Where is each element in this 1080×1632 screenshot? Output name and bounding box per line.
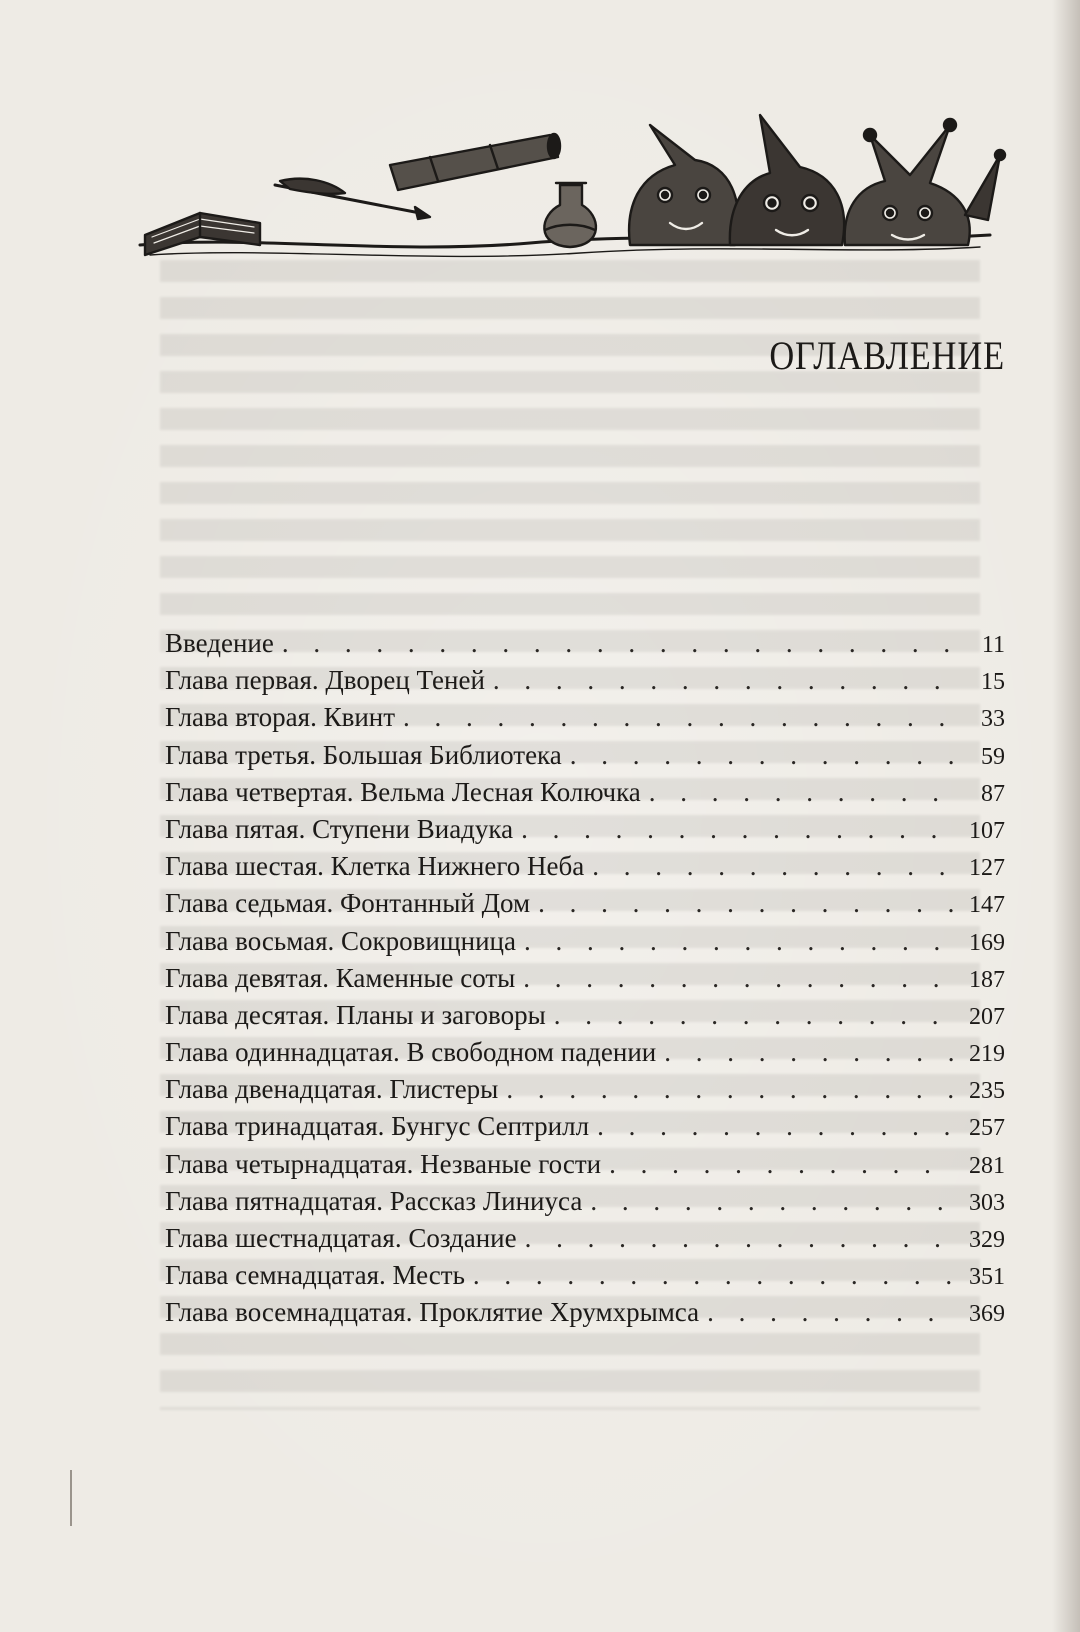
toc-page-number: 87 — [981, 780, 1005, 807]
toc-page-number: 219 — [969, 1041, 1005, 1068]
toc-page-number: 369 — [969, 1301, 1005, 1328]
dot-leader — [649, 777, 953, 808]
toc-entry-title: Глава пятнадцатая. Рассказ Линиуса — [165, 1185, 583, 1216]
dot-leader — [664, 1037, 953, 1068]
dot-leader — [403, 702, 953, 733]
toc-page-number: 11 — [981, 632, 1005, 658]
toc-entry-title: Глава тринадцатая. Бунгус Септрилл — [165, 1111, 590, 1142]
toc-entry-title: Глава восьмая. Сокровищница — [165, 925, 516, 956]
toc-page-number: 207 — [969, 1003, 1005, 1030]
dot-leader — [570, 740, 953, 771]
toc-entry-title: Глава шестнадцатая. Создание — [165, 1223, 517, 1253]
toc-entry-title: Глава четвертая. Вельма Лесная Колючка — [165, 776, 641, 807]
dot-leader — [506, 1074, 953, 1105]
toc-entry — [165, 1223, 1005, 1260]
toc-entry — [165, 665, 1005, 702]
dot-leader — [473, 1260, 953, 1291]
page-title: ОГЛАВЛЕНИЕ — [769, 333, 1005, 378]
toc-entry-title: Глава шестая. Клетка Нижнего Неба — [165, 851, 585, 882]
dot-leader — [523, 963, 953, 994]
toc-page-number: 33 — [981, 706, 1005, 733]
dot-leader — [538, 888, 953, 919]
dot-leader — [524, 926, 953, 957]
toc-entry — [165, 814, 1005, 851]
toc-entry-title: Глава восемнадцатая. Проклятие Хрумхрымса — [165, 1297, 700, 1328]
toc-page-number: 281 — [969, 1152, 1005, 1179]
toc-entry — [165, 1186, 1005, 1223]
table-of-contents — [165, 628, 1005, 1335]
page-edge-shadow — [1052, 0, 1080, 1632]
toc-page-number: 303 — [969, 1189, 1005, 1216]
toc-page-number: 147 — [969, 892, 1005, 919]
dot-leader — [493, 665, 953, 696]
dot-leader — [525, 1223, 953, 1254]
telescope-icon — [390, 134, 560, 190]
toc-page-number: 351 — [969, 1264, 1005, 1291]
dot-leader — [554, 1000, 953, 1031]
toc-entry — [165, 888, 1005, 925]
flask-icon — [544, 183, 596, 247]
toc-entry-title: Глава вторая. Квинт — [165, 702, 396, 733]
goblin-faces-illustration — [140, 115, 1005, 256]
toc-entry-title: Глава первая. Дворец Теней — [165, 665, 485, 696]
toc-page-number: 127 — [969, 855, 1005, 882]
toc-entry — [165, 1297, 1005, 1334]
toc-page-number: 59 — [981, 743, 1005, 770]
dot-leader — [609, 1149, 953, 1180]
toc-page-number: 329 — [969, 1227, 1005, 1253]
toc-entry — [165, 1037, 1005, 1074]
toc-entry-title: Глава семнадцатая. Месть — [165, 1260, 465, 1291]
toc-entry — [165, 1000, 1005, 1037]
dot-leader — [521, 814, 953, 845]
toc-entry-title: Глава пятая. Ступени Виадука — [165, 813, 514, 844]
toc-entry — [165, 740, 1005, 777]
dot-leader — [597, 1111, 953, 1142]
toc-page-number: 257 — [969, 1115, 1005, 1142]
dot-leader — [707, 1297, 953, 1328]
toc-entry — [165, 1260, 1005, 1297]
toc-entry-title: Глава девятая. Каменные соты — [165, 962, 516, 993]
toc-entry — [165, 963, 1005, 1000]
toc-page-number: 235 — [969, 1078, 1005, 1105]
dot-leader — [592, 851, 953, 882]
margin-mark — [70, 1470, 72, 1526]
dot-leader — [282, 628, 953, 659]
book-icon — [145, 213, 260, 255]
toc-entry — [165, 851, 1005, 888]
toc-page-number: 107 — [969, 817, 1005, 844]
toc-page-number: 169 — [969, 929, 1005, 956]
toc-entry — [165, 1074, 1005, 1111]
toc-entry-title: Глава третья. Большая Библиотека — [165, 739, 562, 770]
toc-entry-title: Глава четырнадцатая. Незваные гости — [165, 1148, 602, 1179]
toc-entry — [165, 926, 1005, 963]
header-illustration — [130, 95, 1010, 270]
toc-page-number: 15 — [981, 669, 1005, 696]
toc-entry-title: Глава одиннадцатая. В свободном падении — [165, 1037, 657, 1068]
toc-entry — [165, 1149, 1005, 1186]
toc-entry — [165, 628, 1005, 665]
toc-entry — [165, 777, 1005, 814]
toc-entry-title: Введение — [165, 628, 274, 658]
toc-page-number: 187 — [969, 966, 1005, 993]
toc-entry-title: Глава двенадцатая. Глистеры — [165, 1074, 499, 1105]
toc-entry-title: Глава десятая. Планы и заговоры — [165, 999, 546, 1030]
toc-entry — [165, 702, 1005, 739]
toc-entry-title: Глава седьмая. Фонтанный Дом — [165, 888, 531, 919]
dot-leader — [590, 1186, 953, 1217]
toc-entry — [165, 1111, 1005, 1148]
